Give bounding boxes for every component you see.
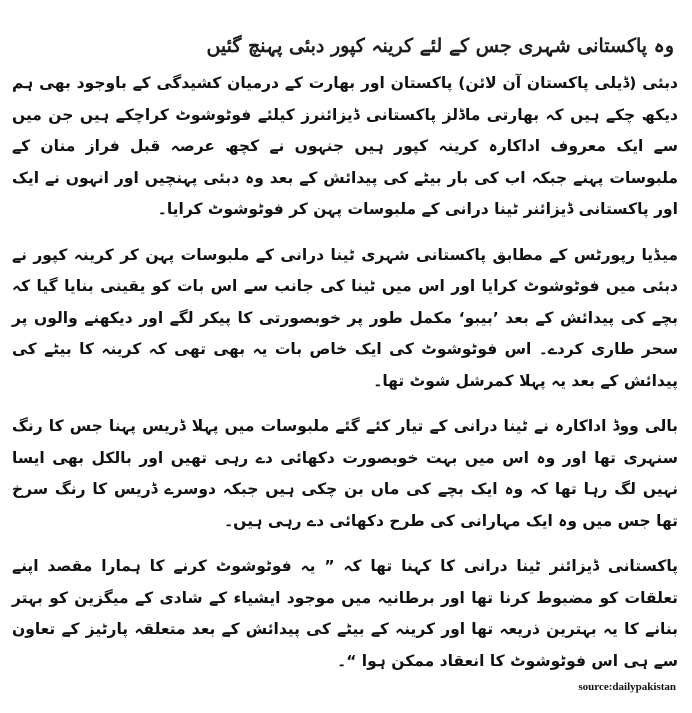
article-body <box>12 68 678 693</box>
article-paragraph-2: میڈیا رپورٹس کے مطابق پاکستانی شہری ٹینا درانی کے ملبوسات پہن کر کرینہ کپور نے دبئی میں فوٹوشوٹ کرایا اور اس میں ٹینا کی جانب سے اس بات کو یقینی بنایا گیا کہ بچے کی پیدائش کے بعد ’بیبو‘ مکمل طور پر خوبصورتی کا پیکر لگے اور دیکھنے والوں پر سحر طاری کردے۔ اس فوٹوشوٹ کی ایک خاص بات یہ بھی تھی کہ کرینہ کا بیٹے کی پیدائش کے بعد یہ پہلا کمرشل شوٹ تھا۔ <box>12 245 678 390</box>
source-credit: source:dailypakistan <box>578 681 676 693</box>
article-paragraph-4: پاکستانی ڈیزائنر ٹینا درانی کا کہنا تھا کہ ” یہ فوٹوشوٹ کرنے کا ہمارا مقصد اپنے تعلقات کو مضبوط کرنا تھا اور برطانیہ میں موجود ایشیاء کے شادی کے میگزین کو بہتر بنانے کا یہ بہترین ذریعہ تھا اور کرینہ کے بیٹے کی پیدائش کے بعد متعلقہ پارٹیز کے تعاون سے ہی اس فوٹوشوٹ کا انعقاد ممکن ہوا “۔ <box>12 557 678 670</box>
article-headline: وہ پاکستانی شہری جس کے لئے کرینہ کپور دبئی پہنچ گئیں <box>206 34 674 57</box>
article-paragraph-1: دبئی (ڈیلی پاکستان آن لائن) پاکستان اور بھارت کے درمیان کشیدگی کے باوجود بھی ہم دیکھ چکے ہیں کہ بھارتی ماڈلز پاکستانی ڈیزائنرز کیلئے فوٹوشوٹ کراچکے ہیں جن میں سے ایک معروف اداکارہ کرینہ کپور ہیں جنہوں نے کچھ عرصہ قبل فراز منان کے ملبوسات پہنے جبکہ اب کی بار بیٹے کی پیدائش کے بعد وہ دبئی پہنچیں اور انہوں نے ایک اور پاکستانی ڈیزائنر ٹینا درانی کے ملبوسات پہن کر فوٹوشوٹ کرایا۔ <box>12 74 678 218</box>
article-paragraph-3: بالی ووڈ اداکارہ نے ٹینا درانی کے تیار کئے گئے ملبوسات میں پہلا ڈریس پہنا جس کا رنگ سنہری تھا اور وہ اس میں بہت خوبصورت دکھائی دے رہی تھیں اور بالکل بھی ایسا نہیں لگ رہا تھا کہ وہ ایک بچے کی ماں بن چکی ہیں جبکہ دوسرے ڈریس کا رنگ سرخ تھا جس میں وہ ایک مہارانی کی طرح دکھائی دے رہی ہیں۔ <box>12 417 678 530</box>
